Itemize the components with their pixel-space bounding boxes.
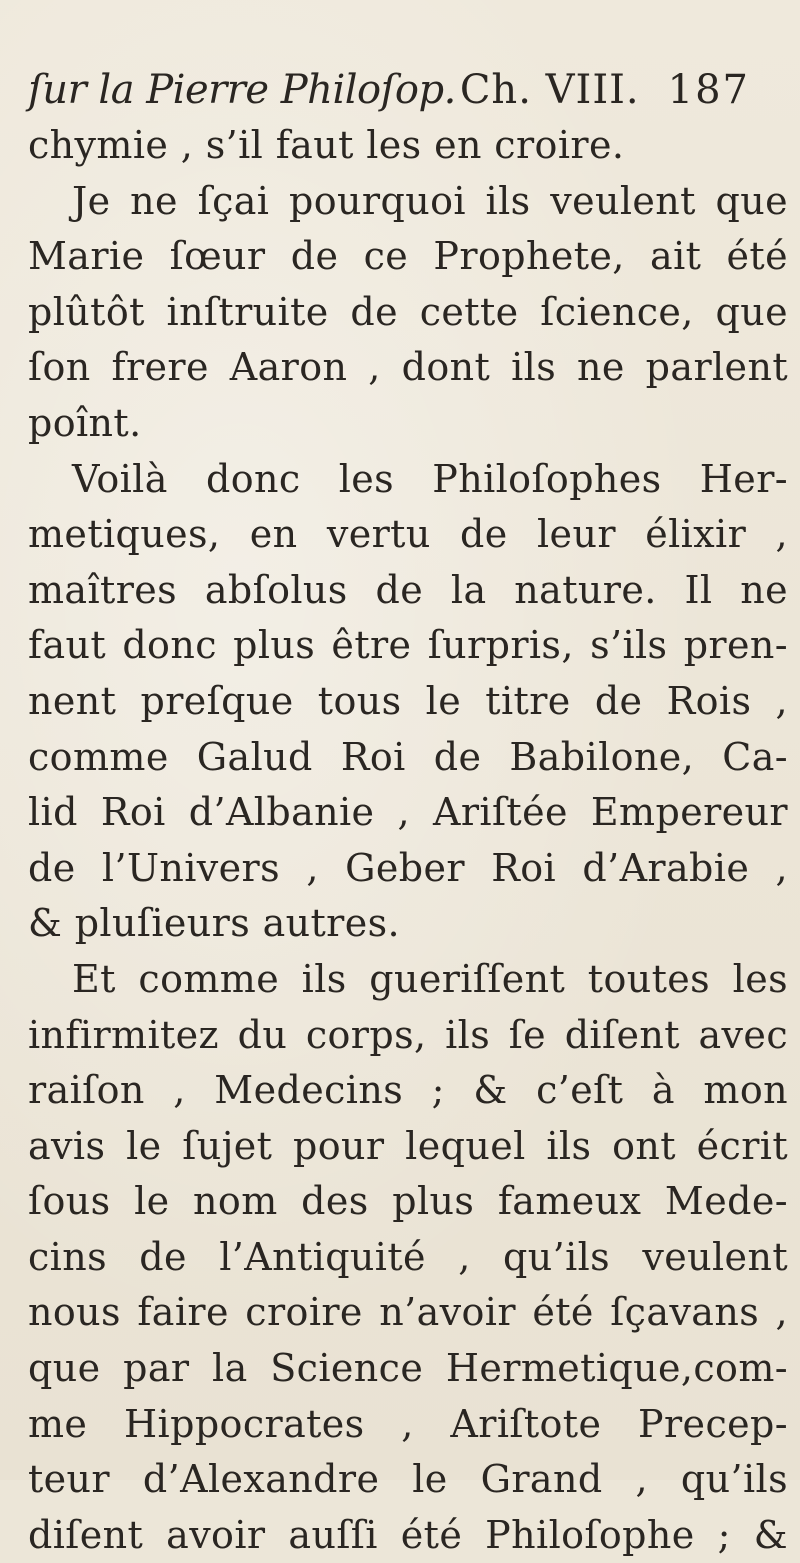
text-line: metiques, en vertu de leur élixir , [28, 512, 788, 557]
text-line: raiſon , Medecins ; & c’eſt à mon [28, 1068, 788, 1113]
text-line: chymie , s’il faut les en croire. [28, 123, 625, 167]
text-line: Et comme ils gueriſſent toutes les [72, 956, 788, 1001]
running-head [28, 62, 788, 118]
text-line: maîtres abſolus de la nature. Il ne [28, 567, 788, 612]
text-line: & pluſieurs autres. [28, 901, 401, 946]
text-line: comme Galud Roi de Babilone, Ca- [28, 734, 788, 779]
text-line: poînt. [28, 400, 142, 445]
body-text [28, 118, 788, 1563]
text-line: nent preſque tous le titre de Rois , [28, 678, 788, 723]
text-line: que par la Science Hermetique,com- [28, 1346, 788, 1391]
running-head-title: ſur la Pierre Philoſop. [28, 67, 456, 113]
text-line: faut donc plus être ſurpris, s’ils pren- [28, 623, 788, 668]
text-line: diſent avoir auſſi été Philoſophe ; & [28, 1512, 788, 1557]
text-line: ſon frere Aaron , dont ils ne parlent [28, 345, 788, 390]
text-line: avis le ſujet pour lequel ils ont écrit [28, 1123, 788, 1168]
text-line: ſous le nom des plus fameux Mede- [28, 1179, 788, 1224]
text-line: infirmitez du corps, ils ſe diſent avec [28, 1012, 788, 1057]
text-line: nous faire croire n’avoir été ſçavans , [28, 1290, 788, 1335]
text-line: lid Roi d’Albanie , Ariſtée Empereur [28, 790, 788, 835]
text-line: Je ne ſçai pourquoi ils veulent que [72, 178, 788, 223]
text-line: Voilà donc les Philoſophes Her- [72, 456, 788, 501]
text-line: me Hippocrates , Ariſtote Precep- [28, 1401, 788, 1446]
running-head-chapter: Ch. VIII. [459, 67, 640, 113]
text-line: de l’Univers , Geber Roi d’Arabie , [28, 845, 788, 890]
page-number: 187 [667, 67, 750, 113]
text-line: plûtôt inſtruite de cette ſcience, que [28, 289, 788, 334]
text-line: Marie ſœur de ce Prophete, ait été [28, 234, 788, 279]
text-line: cins de l’Antiquité , qu’ils veulent [28, 1234, 788, 1279]
text-line: teur d’Alexandre le Grand , qu’ils [28, 1457, 788, 1502]
